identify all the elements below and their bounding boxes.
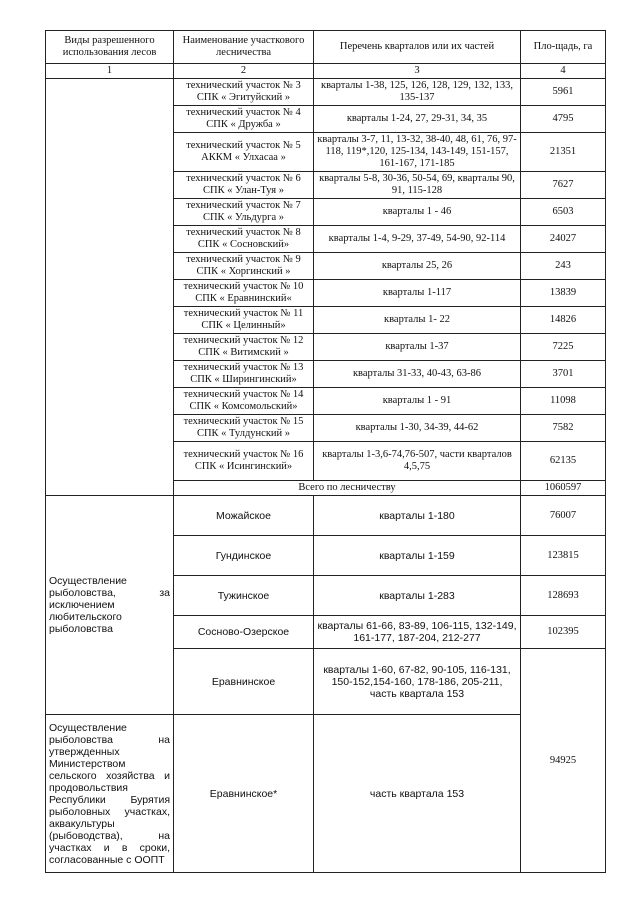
quarters-list: кварталы 1-30, 34-39, 44-62 [314,415,521,442]
approved-use-text: Осуществление рыболовства на утвержденных Министерством сельского хозяйства и продовольствия Республики Бурятия рыболовных участках, аквакультуры (рыбоводства), на участках и в сроки, согласованные с ООПТ [49,721,170,866]
forestry-name: технический участок № 12 СПК « Витимский » [174,334,314,361]
forestry-name: технический участок № 6 СПК « Улан-Туя » [174,172,314,199]
area-value: 24027 [521,226,606,253]
header-area: Пло-щадь, га [521,31,606,64]
forestry-name: технический участок № 13 СПК « Ширингинский» [174,361,314,388]
quarters-list: часть квартала 153 [314,715,521,873]
quarters-list: кварталы 1-38, 125, 126, 128, 129, 132, 133, 135-137 [314,79,521,106]
quarters-list: кварталы 5-8, 30-36, 50-54, 69, кварталы 90, 91, 115-128 [314,172,521,199]
quarters-list: кварталы 1-180 [314,496,521,536]
column-number: 1 [46,64,174,79]
area-value: 14826 [521,307,606,334]
forestry-name: Гундинское [174,536,314,576]
area-value: 128693 [521,576,606,616]
quarters-list: кварталы 1-3,6-74,76-507, части кварталов 4,5,75 [314,442,521,481]
forestry-name: Еравнинское [174,649,314,715]
table-row [46,496,606,536]
forestry-name: Тужинское [174,576,314,616]
forestry-name: Можайское [174,496,314,536]
forestry-name: Еравнинское* [174,715,314,873]
total-label: Всего по лесничеству [174,481,521,496]
forestry-name: технический участок № 16 СПК « Исингинский» [174,442,314,481]
forestry-name: технический участок № 14 СПК « Комсомольский» [174,388,314,415]
forestry-name: технический участок № 10 СПК « Еравнинский« [174,280,314,307]
quarters-list: кварталы 1-283 [314,576,521,616]
use-type-blank-cell [46,79,174,496]
area-value: 123815 [521,536,606,576]
quarters-list: кварталы 1-60, 67-82, 90-105, 116-131, 150-152,154-160, 178-186, 205-211, часть квартала 153 [314,649,521,715]
area-value: 102395 [521,616,606,649]
area-value: 7582 [521,415,606,442]
quarters-list: кварталы 3-7, 11, 13-32, 38-40, 48, 61, 76, 97- 118, 119*,120, 125-134, 143-149, 151-157, 161-167, 171-185 [314,133,521,172]
quarters-list: кварталы 1-4, 9-29, 37-49, 54-90, 92-114 [314,226,521,253]
forestry-name: технический участок № 7 СПК « Ульдурга » [174,199,314,226]
area-value: 11098 [521,388,606,415]
forestry-name: технический участок № 4 СПК « Дружба » [174,106,314,133]
header-quarters: Перечень кварталов или их частей [314,31,521,64]
total-area: 1060597 [521,481,606,496]
quarters-list: кварталы 1 - 91 [314,388,521,415]
quarters-list: кварталы 1-37 [314,334,521,361]
fishing-use-type [46,496,174,715]
quarters-list: кварталы 31-33, 40-43, 63-86 [314,361,521,388]
column-number: 4 [521,64,606,79]
header-forestry: Наименование участкового лесничества [174,31,314,64]
shared-area-value: 94925 [521,649,606,873]
area-value: 13839 [521,280,606,307]
column-number: 3 [314,64,521,79]
forest-use-table [45,30,606,873]
fishing-use-text: Осуществление рыболовства, за исключением любительского рыболовства [49,575,170,635]
area-value: 5961 [521,79,606,106]
quarters-list: кварталы 61-66, 83-89, 106-115, 132-149, 161-177, 187-204, 212-277 [314,616,521,649]
quarters-list: кварталы 1- 22 [314,307,521,334]
area-value: 6503 [521,199,606,226]
area-value: 3701 [521,361,606,388]
forestry-name: технический участок № 5 АККМ « Улхасаа » [174,133,314,172]
forestry-name: технический участок № 3 СПК « Эгитуйский » [174,79,314,106]
column-number-row [46,64,606,79]
quarters-list: кварталы 1-117 [314,280,521,307]
area-value: 62135 [521,442,606,481]
quarters-list: кварталы 1-159 [314,536,521,576]
header-row [46,31,606,64]
quarters-list: кварталы 25, 26 [314,253,521,280]
area-value: 4795 [521,106,606,133]
forestry-name: технический участок № 15 СПК « Тулдунский » [174,415,314,442]
forestry-name: технический участок № 8 СПК « Сосновский» [174,226,314,253]
area-value: 7627 [521,172,606,199]
area-value: 243 [521,253,606,280]
forestry-name: Сосново-Озерское [174,616,314,649]
area-value: 21351 [521,133,606,172]
quarters-list: кварталы 1 - 46 [314,199,521,226]
area-value: 7225 [521,334,606,361]
table-row [46,79,606,106]
forestry-name: технический участок № 11 СПК « Целинный» [174,307,314,334]
approved-use-type [46,715,174,873]
forestry-name: технический участок № 9 СПК « Хоргинский » [174,253,314,280]
header-use-type: Виды разрешенного использования лесов [46,31,174,64]
column-number: 2 [174,64,314,79]
area-value: 76007 [521,496,606,536]
quarters-list: кварталы 1-24, 27, 29-31, 34, 35 [314,106,521,133]
